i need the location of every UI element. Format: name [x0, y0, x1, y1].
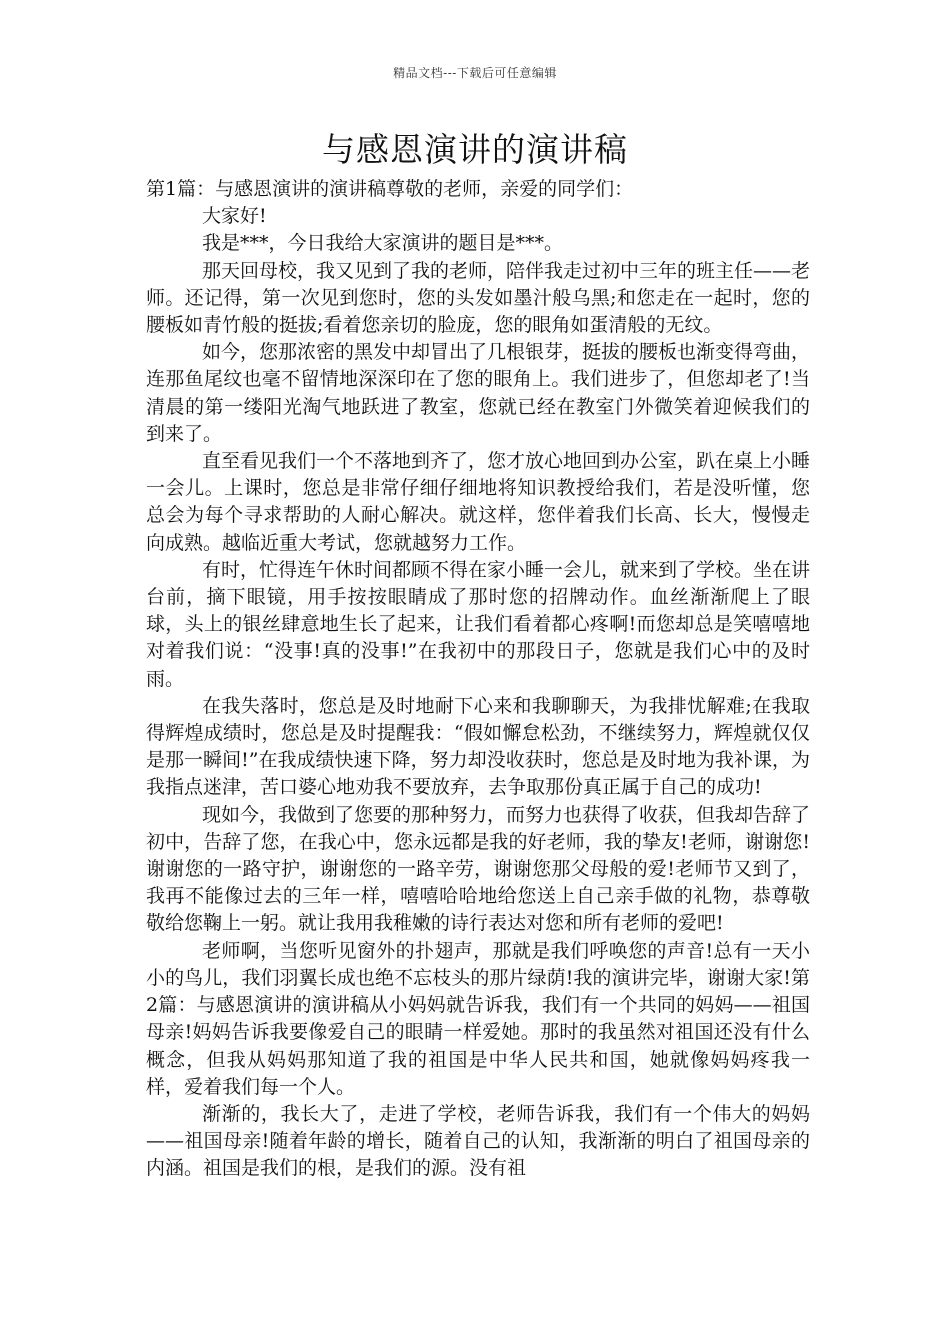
- paragraph: 大家好!: [202, 205, 267, 228]
- paragraph: 现如今，我做到了您要的那种努力，而努力也获得了收获，但我却告辞了初中，告辞了您，在我心中，您永远都是我的好老师，我的挚友!老师，谢谢您!谢谢您的一路守护，谢谢您的一路辛劳，谢谢您那父母般的爱!老师节又到了，我再不能像过去的三年一样，嘻嘻哈哈地给您送上自己亲手做的礼物，恭尊敬敬给您鞠上一躬。就让我用我稚嫩的诗行表达对您和所有老师的爱吧!: [146, 803, 811, 935]
- paragraph: 我是***，今日我给大家演讲的题目是***。: [202, 232, 564, 255]
- paragraph: 渐渐的，我长大了，走进了学校，老师告诉我，我们有一个伟大的妈妈——祖国母亲!随着年龄的增长，随着自己的认知，我渐渐的明白了祖国母亲的内涵。祖国是我们的根，是我们的源。没有祖: [146, 1102, 810, 1180]
- paragraph: 第1篇：与感恩演讲的演讲稿尊敬的老师，亲爱的同学们：: [146, 178, 634, 200]
- paragraph: 直至看见我们一个不落地到齐了，您才放心地回到办公室，趴在桌上小睡一会儿。上课时，您总是非常仔细仔细地将知识教授给我们，若是没听懂，您总会为每个寻求帮助的人耐心解决。就这样，您伴着我们长高、长大，慢慢走向成熟。越临近重大考试，您就越努力工作。: [146, 450, 811, 554]
- paragraph: 老师啊，当您听见窗外的扑翅声，那就是我们呼唤您的声音!总有一天小小的鸟儿，我们羽翼长成也绝不忘枝头的那片绿荫!我的演讲完毕，谢谢大家!第2篇：与感恩演讲的演讲稿从小妈妈就告诉我，我们有一个共同的妈妈——祖国母亲!妈妈告诉我要像爱自己的眼睛一样爱她。那时的我虽然对祖国还没有什么概念，但我从妈妈那知道了我的祖国是中华人民共和国，她就像妈妈疼我一样，爱着我们每一个人。: [146, 939, 810, 1098]
- paragraph: 如今，您那浓密的黑发中却冒出了几根银芽，挺拔的腰板也渐变得弯曲，连那鱼尾纹也毫不留情地深深印在了您的眼角上。我们进步了，但您却老了!当清晨的第一缕阳光淘气地跃进了教室，您就已经在教室门外微笑着迎候我们的到来了。: [146, 341, 811, 445]
- paragraph: 有时，忙得连午休时间都顾不得在家小睡一会儿，就来到了学校。坐在讲台前，摘下眼镜，用手按按眼睛成了那时您的招牌动作。血丝渐渐爬上了眼球，头上的银丝肆意地生长了起来，让我们看着都心疼啊!而您却总是笑嘻嘻地对着我们说：“没事!真的没事!”在我初中的那段日子，您就是我们心中的及时雨。: [146, 558, 811, 690]
- document-title: 与感恩演讲的演讲稿: [322, 130, 628, 169]
- paragraph: 在我失落时，您总是及时地耐下心来和我聊聊天，为我排忧解难;在我取得辉煌成绩时，您总是及时提醒我：“假如懈怠松劲，不继续努力，辉煌就仅仅是那一瞬间!”在我成绩快速下降，努力却没收获时，您总是及时地为我补课，为我指点迷津，苦口婆心地劝我不要放弃，去争取那份真正属于自己的成功!: [146, 694, 810, 799]
- paragraph: 那天回母校，我又见到了我的老师，陪伴我走过初中三年的班主任——老师。还记得，第一次见到您时，您的头发如墨汁般乌黑;和您走在一起时，您的腰板如青竹般的挺拔;看着您亲切的脸庞，您的眼角如蛋清般的无纹。: [146, 259, 811, 337]
- document-body: [146, 176, 810, 1183]
- header-note: 精品文档---下载后可任意编辑: [393, 66, 557, 80]
